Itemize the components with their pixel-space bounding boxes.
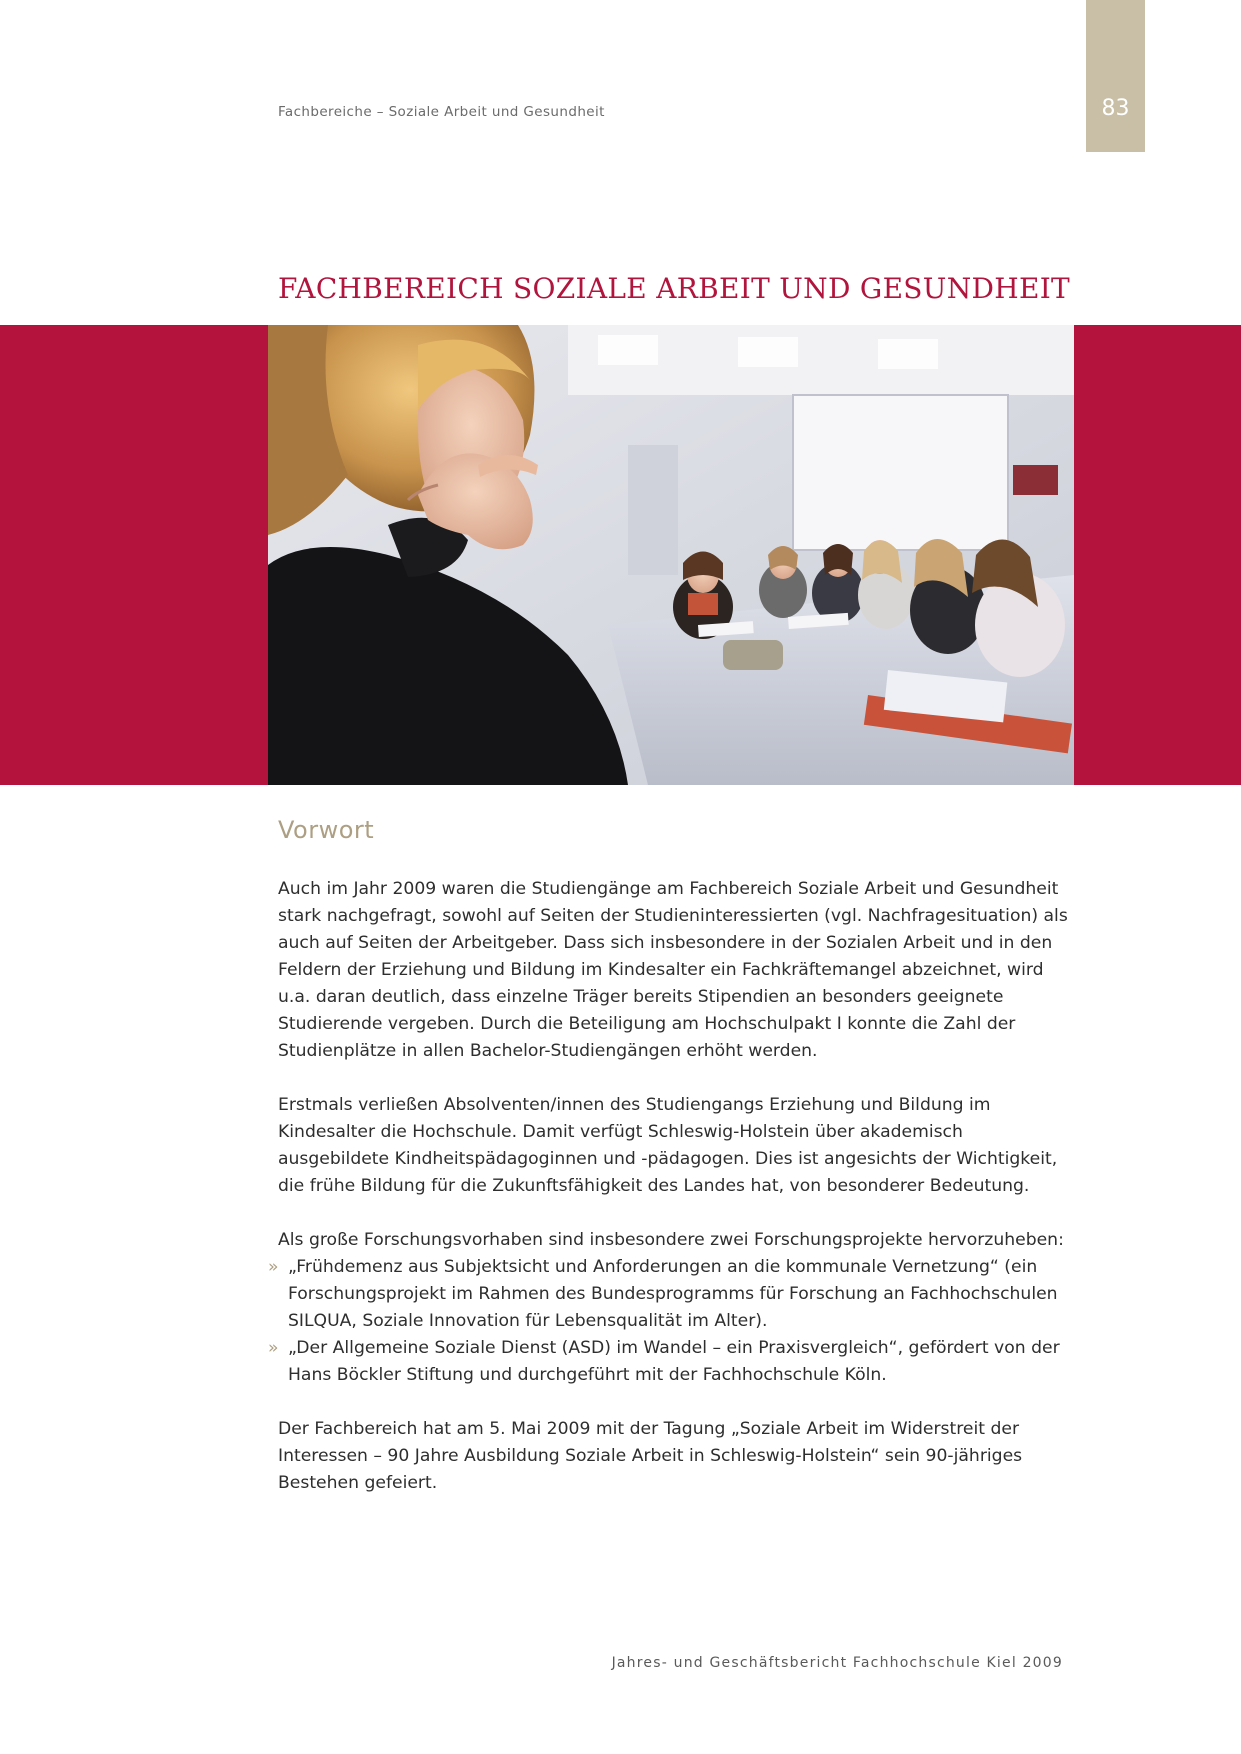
footer: Jahres- und Geschäftsbericht Fachhochschule Kiel 2009 (611, 1655, 1063, 1671)
paragraph-3: Als große Forschungsvorhaben sind insbesondere zwei Forschungsprojekte hervorzuheben: (278, 1230, 1064, 1250)
paragraph-1: Auch im Jahr 2009 waren die Studiengänge am Fachbereich Soziale Arbeit und Gesundheit stark nachgefragt, sowohl auf Seiten der Studieninteressierten (vgl. Nachfragesituation) als auch auf Seiten der Arbeitgeber. Dass sich insbesondere in der Sozialen Arbeit und in den Feldern der Erziehung und Bildung im Kindesalter ein Fachkräftemangel abzeichnet, wird u.a. daran deutlich, dass einzelne Träger bereits Stipendien an besonders geeignete Studierende vergeben. Durch die Beteiligung am Hochschulpakt I konnte die Zahl der Studienplätze in allen Bachelor-Studiengängen erhöht werden. (278, 879, 1068, 1061)
classroom-photo (268, 325, 1074, 785)
bullet-text: „Der Allgemeine Soziale Dienst (ASD) im Wandel – ein Praxisvergleich“, gefördert von der Hans Böckler Stiftung und durchgeführt mit der Fachhochschule Köln. (288, 1338, 1060, 1385)
paragraph-4: Der Fachbereich hat am 5. Mai 2009 mit der Tagung „Soziale Arbeit im Widerstreit der Interessen – 90 Jahre Ausbildung Soziale Arbeit in Schleswig-Holstein“ sein 90-jähriges Bestehen gefeiert. (278, 1419, 1023, 1493)
page-number: 83 (1101, 96, 1130, 121)
research-projects-list (268, 1254, 1068, 1389)
bullet-marker-icon: » (268, 1257, 279, 1277)
page-title: FACHBEREICH SOZIALE ARBEIT UND GESUNDHEIT (278, 272, 1071, 305)
list-item (268, 1254, 1068, 1335)
body-text (268, 876, 1068, 1524)
section-heading-vorwort: Vorwort (278, 816, 375, 844)
paragraph-2: Erstmals verließen Absolventen/innen des Studiengangs Erziehung und Bildung im Kindesalter die Hochschule. Damit verfügt Schleswig-Holstein über akademisch ausgebildete Kindheitspädagoginnen und -pädagogen. Dies ist angesichts der Wichtigkeit, die frühe Bildung für die Zukunftsfähigkeit des Landes hat, von besonderer Bedeutung. (278, 1095, 1058, 1196)
bullet-marker-icon: » (268, 1338, 279, 1358)
page-number-tab (1086, 0, 1145, 152)
list-item (268, 1335, 1068, 1389)
bullet-text: „Frühdemenz aus Subjektsicht und Anforderungen an die kommunale Vernetzung“ (ein Forschungsprojekt im Rahmen des Bundesprogramms für Forschung an Fachhochschulen SILQUA, Soziale Innovation für Lebensqualität im Alter). (288, 1257, 1058, 1331)
running-head: Fachbereiche – Soziale Arbeit und Gesundheit (278, 104, 605, 120)
